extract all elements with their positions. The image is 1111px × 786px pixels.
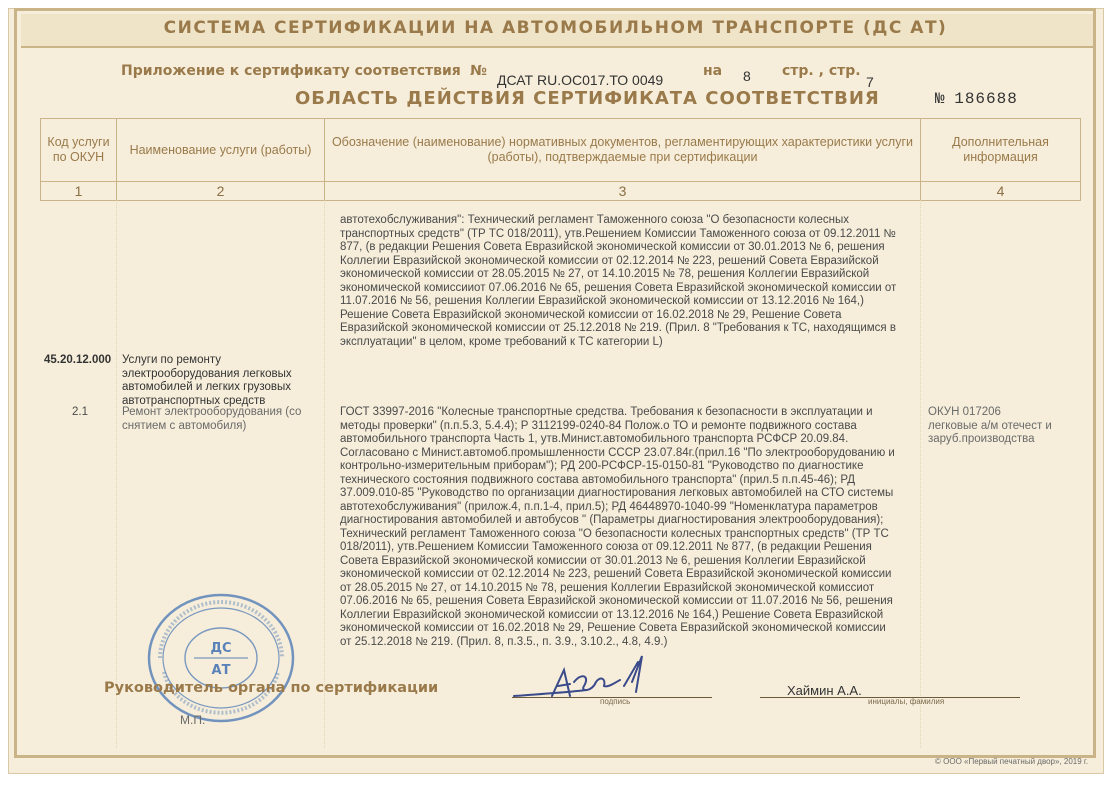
continuation-documents: автотехобслуживания": Технический регламент Таможенного союза "О безопасности колесных транспортных средств" (ТР ТС 018/2011), утв.Решением Комиссии Таможенного союза от 09.12.2011 № 877, (в редакции Решения Совета Евразийской экономической комиссии от 30.01.2013 № 6, решения Коллегии Евразийской экономической комиссии от 02.12.2014 № 223, решений Совета Евразийской экономической комиссии от 28.05.2015 № 27, от 14.10.2015 № 78, решения Коллегии Евразийской экономической комиссииот 07.06.2016 № 65, решения Совета Евразийской экономической комиссии от 11.07.2016 № 56, решения Коллегии Евразийской экономической комиссии от 13.12.2016 № 164,) Решение Совета Евразийской экономической комиссии от 16.02.2018 № 29, Решение Совета Евразийской экономической комиссии от 25.12.2018 № 219. (Прил. 8 "Требования к ТС, находящимся в эксплуатации" в целом, кроме требований к ТС категории L)	[340, 214, 897, 348]
column-number-4: 4	[921, 182, 1081, 201]
row-additional-info: ОКУН 017206 легковые а/м отечест и заруб.производства	[928, 406, 1052, 445]
page-current: 7	[866, 74, 874, 90]
pages-total: 8	[743, 68, 751, 84]
signatory-name: Хаймин А.А.	[787, 683, 862, 698]
signature-scribble	[512, 652, 662, 712]
column-number-3: 3	[325, 182, 921, 201]
annex-no-symbol: №	[470, 63, 487, 79]
column-header-okun-code: Код услуги по ОКУН	[41, 119, 117, 182]
printer-footer: © ООО «Первый печатный двор», 2019 г.	[935, 757, 1089, 766]
scope-title: ОБЛАСТЬ ДЕЙСТВИЯ СЕРТИФИКАТА СООТВЕТСТВИЯ	[295, 88, 880, 109]
stamp-text-bottom: АТ	[211, 663, 231, 678]
signature-caption: подпись	[600, 697, 631, 706]
group-code: 45.20.12.000	[44, 354, 112, 366]
on-label: на	[703, 63, 723, 79]
column-header-documents: Обозначение (наименование) нормативных документов, регламентирующих характеристики услуги (работы), подтверждаемые при сертификации	[325, 119, 921, 182]
certification-stamp	[146, 592, 296, 724]
certificate-ref: ДСАТ RU.ОС017.ТО 0049	[497, 72, 664, 88]
stamp-place-label: М.П.	[180, 713, 206, 727]
column-number-2: 2	[117, 182, 325, 201]
form-no-value: 186688	[954, 90, 1018, 108]
column-header-additional: Дополнительная информация	[921, 119, 1081, 182]
form-number	[935, 90, 1018, 108]
column-number-1: 1	[41, 182, 117, 201]
form-no-symbol: №	[935, 90, 945, 108]
group-name: Услуги по ремонту электрооборудования легковых автомобилей и легких грузовых автотранспортных средств	[122, 354, 292, 407]
head-of-body-label: Руководитель органа по сертификации	[104, 680, 439, 696]
scope-table-header	[40, 118, 1081, 201]
annex-label: Приложение к сертификату соответствия	[121, 63, 461, 79]
row-code: 2.1	[72, 406, 88, 418]
name-caption: инициалы, фамилия	[868, 697, 945, 706]
column-divider	[116, 200, 117, 748]
column-header-service-name: Наименование услуги (работы)	[117, 119, 325, 182]
stamp-text-top: ДС	[210, 641, 232, 656]
pages-label: стр. , стр.	[782, 63, 861, 79]
system-title: СИСТЕМА СЕРТИФИКАЦИИ НА АВТОМОБИЛЬНОМ ТРАНСПОРТЕ (ДС АТ)	[163, 18, 948, 38]
column-divider	[324, 200, 325, 748]
row-service-name: Ремонт электрооборудования (со снятием с автомобиля)	[122, 406, 302, 432]
row-documents: ГОСТ 33997-2016 "Колесные транспортные средства. Требования к безопасности в эксплуатации и методы проверки" (п.п.5.3, 5.4.4); Р 3112199-0240-84 Полож.о ТО и ремонте подвижного состава автомобильного транспорта Часть 1, утв.Минист.автомобильного транспорта РСФСР 20.09.84. Согласовано с Минист.автомоб.промышленности СССР 23.07.84г.(прил.16 "По электрооборудованию и контрольно-измерительным приборам"); РД 200-РСФСР-15-0150-81 "Руководство по диагностике технического состояния подвижного состава автомобильного транспорта" (прил.5 п.п.45-46); РД 37.009.010-85 "Руководство по организации диагностирования легковых автомобилей на СТО системы автотехобслуживания" (прилож.4, п.п.1-4, прил.5); РД 46448970-1040-99 "Номенклатура параметров диагностирования автомобилей и автобусов " (Параметры диагностирования электрооборудования); Технический регламент Таможенного союза "О безопасности колесных транспортных средств" (ТР ТС 018/2011), утв.Решением Комиссии Таможенного союза от 09.12.2011 № 877, (в редакции Решения Совета Евразийской экономической комиссии от 30.01.2013 № 6, решения Коллегии Евразийской экономической комиссии от 02.12.2014 № 223, решений Совета Евразийской экономической комиссии от 28.05.2015 № 27, от 14.10.2015 № 78, решения Коллегии Евразийской экономической комиссиот 07.06.2016 № 65, решения Совета Евразийской экономической комиссии от 11.07.2016 № 56, решения Коллегии Евразийской экономической комиссии от 13.12.2016 № 164,) Решение Совета Евразийской экономической комиссии от 16.02.2018 № 29, Решение Совета Евразийской экономической комиссии от 25.12.2018 № 219. (Прил. 8, п.3.5., п. 3.9., 3.10.2., 4.8, 4.9.)	[340, 406, 895, 648]
